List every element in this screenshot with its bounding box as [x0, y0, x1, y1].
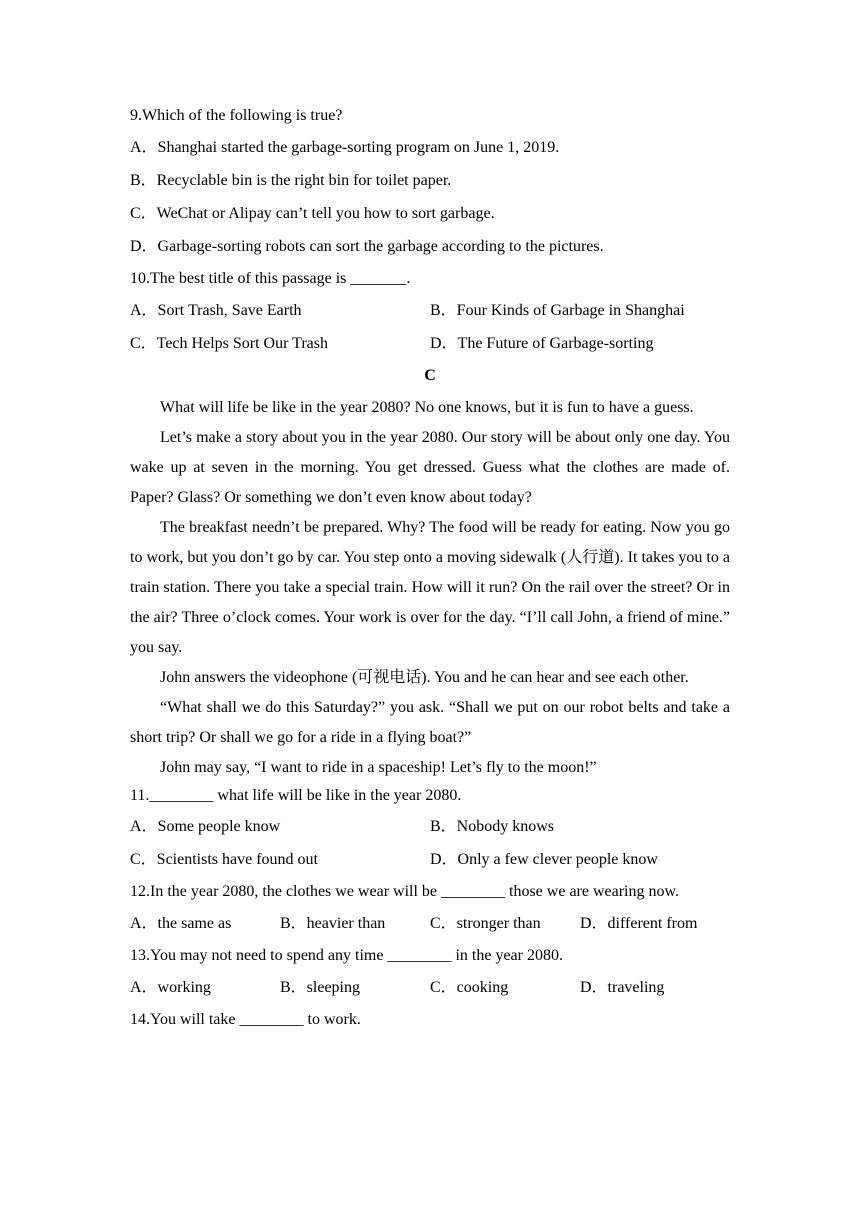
- question-10-option-a: A．Sort Trash, Save Earth: [130, 302, 302, 319]
- question-13-option-b: B．sleeping: [280, 979, 360, 996]
- question-11-option-c: C．Scientists have found out: [130, 851, 318, 868]
- question-12-option-b: B．heavier than: [280, 915, 386, 932]
- passage-paragraph-4: John answers the videophone (可视电话). You and he can hear and see each other.: [160, 669, 689, 686]
- question-10-stem: 10.The best title of this passage is _______.: [130, 270, 411, 287]
- question-12-options-row: [130, 911, 730, 943]
- question-9-option-d: D．Garbage-sorting robots can sort the garbage according to the pictures.: [130, 238, 604, 255]
- question-13-stem: 13.You may not need to spend any time ________ in the year 2080.: [130, 947, 563, 964]
- question-13-option-d: D．traveling: [580, 979, 665, 996]
- question-9-option-b: B．Recyclable bin is the right bin for toilet paper.: [130, 172, 452, 189]
- question-11-option-d: D．Only a few clever people know: [430, 851, 658, 868]
- question-12-option-d: D．different from: [580, 915, 698, 932]
- passage-paragraph-5: “What shall we do this Saturday?” you ask. “Shall we put on our robot belts and take a short trip? Or shall we go for a ride in a flying boat?”: [130, 699, 730, 746]
- document-content: [130, 103, 730, 1039]
- question-11-stem: 11.________ what life will be like in the year 2080.: [130, 787, 462, 804]
- question-11-option-a: A．Some people know: [130, 818, 281, 835]
- question-13-option-a: A．working: [130, 979, 211, 996]
- question-14-stem: 14.You will take ________ to work.: [130, 1011, 361, 1028]
- question-9-option-a: A．Shanghai started the garbage-sorting program on June 1, 2019.: [130, 139, 560, 156]
- question-13-option-c: C．cooking: [430, 979, 509, 996]
- question-10-options-row-2: [130, 331, 730, 363]
- question-12-stem: 12.In the year 2080, the clothes we wear will be ________ those we are wearing now.: [130, 883, 680, 900]
- section-c-passage: [130, 393, 730, 783]
- question-9-stem: 9.Which of the following is true?: [130, 107, 343, 124]
- section-c-heading: C: [424, 367, 436, 384]
- question-10-option-c: C．Tech Helps Sort Our Trash: [130, 335, 328, 352]
- question-11-option-b: B．Nobody knows: [430, 818, 555, 835]
- question-10-options-row-1: [130, 298, 730, 331]
- question-9-option-c: C．WeChat or Alipay can’t tell you how to sort garbage.: [130, 205, 495, 222]
- question-12-option-a: A．the same as: [130, 915, 232, 932]
- passage-paragraph-2: Let’s make a story about you in the year 2080. Our story will be about only one day. You wake up at seven in the morning. You get dressed. Guess what the clothes are made of. Paper? Glass? Or something we don’t even know about today?: [130, 429, 730, 506]
- question-11-options-row-2: [130, 847, 730, 879]
- passage-paragraph-3: The breakfast needn’t be prepared. Why? The food will be ready for eating. Now you go to work, but you don’t go by car. You step onto a moving sidewalk (人行道). It takes you to a train station. There you take a special train. How will it run? On the rail over the street? Or in the air? Three o’clock comes. Your work is over for the day. “I’ll call John, a friend of mine.” you say.: [130, 519, 730, 656]
- passage-paragraph-1: What will life be like in the year 2080? No one knows, but it is fun to have a guess.: [160, 399, 694, 416]
- question-13-options-row: [130, 975, 730, 1007]
- question-10-option-b: B．Four Kinds of Garbage in Shanghai: [430, 302, 685, 319]
- passage-paragraph-6: John may say, “I want to ride in a spaceship! Let’s fly to the moon!”: [160, 759, 597, 776]
- question-12-option-c: C．stronger than: [430, 915, 541, 932]
- question-10-option-d: D．The Future of Garbage-sorting: [430, 335, 654, 352]
- question-11-options-row-1: [130, 814, 730, 847]
